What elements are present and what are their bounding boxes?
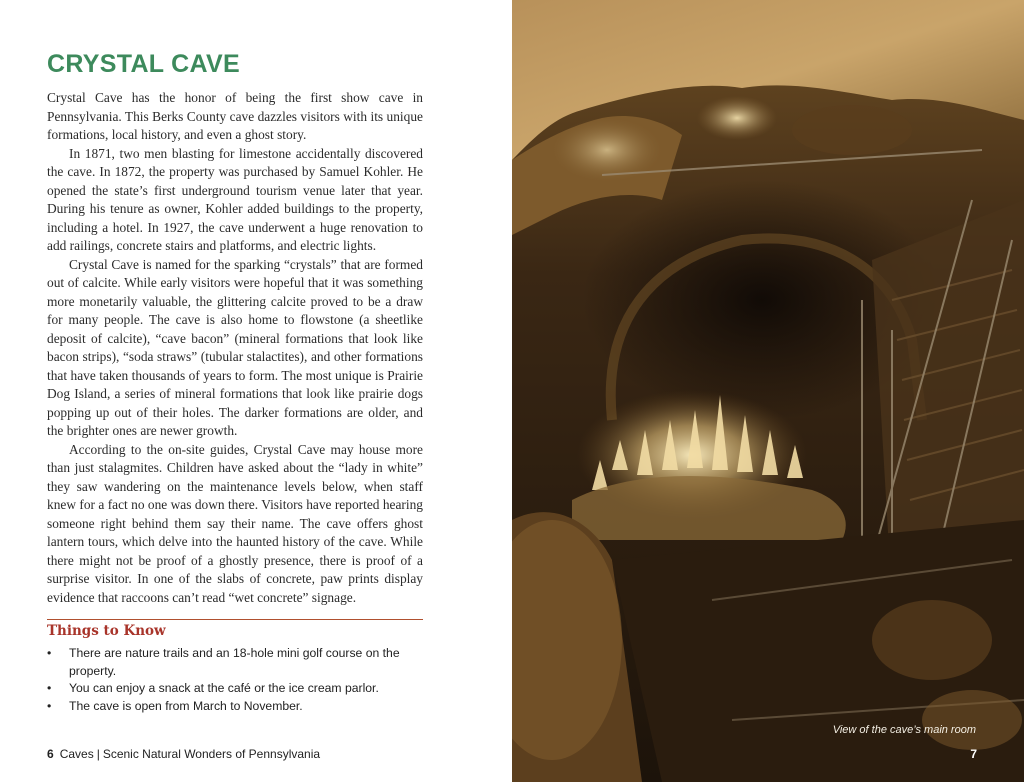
list-item [47, 645, 423, 680]
list-item [47, 698, 423, 716]
page-footer [47, 747, 427, 761]
cave-photo [512, 0, 1024, 782]
things-to-know-heading: Things to Know [47, 623, 166, 639]
page-number: 7 [970, 747, 977, 761]
paragraph: According to the on-site guides, Crystal Cave may house more than just stalagmites. Children have asked about the “lady in white” they saw wandering on the maintenance levels below, when staff knew for a fact no one was down there. Visitors have reported hearing someone right behind them say their name. The cave offers ghost lantern tours, which delve into the haunted history of the cave. While there might not be proof of a ghostly presence, there is proof of a surprise visitor. In one of the slabs of concrete, paw prints display evidence that raccoons can’t read “wet concrete” signage. [47, 441, 423, 605]
page-title: CRYSTAL CAVE [47, 50, 240, 78]
paragraph: Crystal Cave has the honor of being the first show cave in Pennsylvania. This Berks County cave dazzles visitors with its unique formations, local history, and even a ghost story. [47, 90, 423, 142]
section-divider [47, 619, 423, 620]
bullet-icon: • [47, 681, 52, 695]
article-body [47, 89, 423, 607]
page-number: 6 [47, 747, 54, 761]
footer-section: Caves [59, 747, 94, 761]
footer-book-title: Scenic Natural Wonders of Pennsylvania [102, 747, 321, 761]
photo-caption: View of the cave’s main room [832, 724, 976, 736]
list-item-text: You can enjoy a snack at the café or the ice cream parlor. [69, 681, 379, 695]
things-to-know-list [47, 645, 423, 715]
paragraph: Crystal Cave is named for the sparking “crystals” that are formed out of calcite. While early visitors were hopeful that it was something more monetarily valuable, the glittering calcite proved to be a draw for many people. The cave is also home to flowstone (a sheetlike deposit of calcite), “cave bacon” (mineral formations that look like bacon strips), “soda straws” (tubular stalactites), and other formations that have taken thousands of years to form. The most unique is Prairie Dog Island, a series of mineral formations that look like prairie dogs popping up out of their holes. The darker formations are older, and the brighter ones are newer growth. [47, 256, 423, 438]
list-item-text: There are nature trails and an 18-hole mini golf course on the property. [69, 646, 400, 678]
footer-separator: | [96, 747, 100, 761]
bullet-icon: • [47, 646, 52, 660]
list-item-text: The cave is open from March to November. [69, 698, 303, 713]
bullet-icon: • [47, 698, 52, 713]
right-page [512, 0, 1024, 782]
list-item [47, 680, 423, 698]
paragraph: In 1871, two men blasting for limestone accidentally discovered the cave. In 1872, the property was purchased by Samuel Kohler. He opened the state’s first underground tourism venue later that year. During his tenure as owner, Kohler added buildings to the property, including a hotel. In 1927, the cave underwent a huge renovation to add railings, concrete stairs and platforms, and electric lights. [47, 145, 423, 253]
